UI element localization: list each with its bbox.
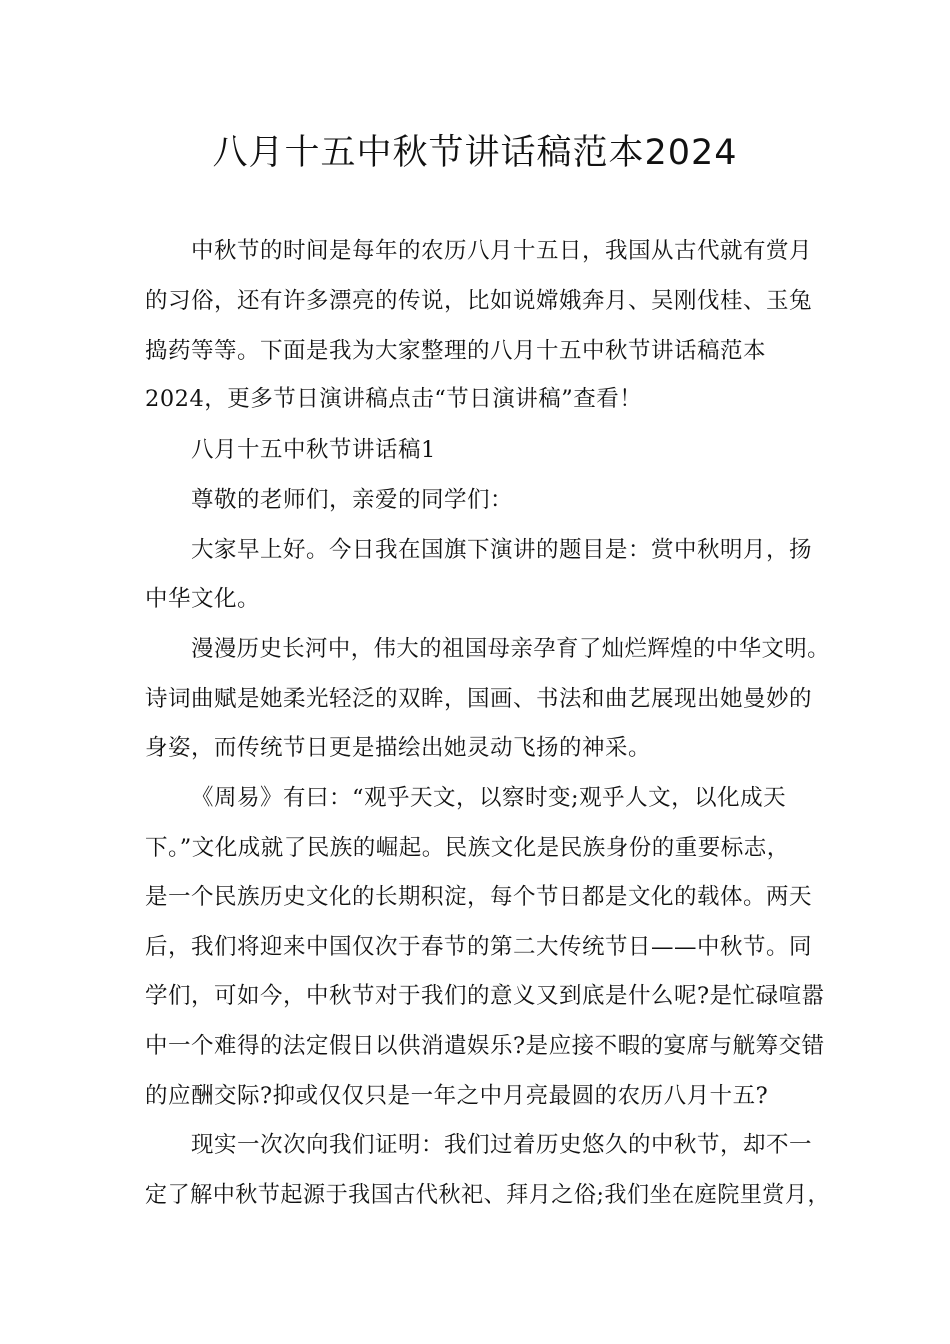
paragraph-line: 下。”文化成就了民族的崛起。民族文化是民族身份的重要标志，: [145, 835, 790, 861]
section-heading: 八月十五中秋节讲话稿1: [191, 437, 436, 463]
paragraph-line: 漫漫历史长河中，伟大的祖国母亲孕育了灿烂辉煌的中华文明。: [191, 636, 830, 662]
paragraph-line: 身姿，而传统节日更是描绘出她灵动飞扬的神采。: [145, 735, 652, 761]
paragraph-line: 捣药等等。下面是我为大家整理的八月十五中秋节讲话稿范本: [145, 338, 767, 364]
paragraph-line: 定了解中秋节起源于我国古代秋祀、拜月之俗;我们坐在庭院里赏月，: [145, 1182, 831, 1208]
document-title: 八月十五中秋节讲话稿范本2024: [212, 133, 738, 173]
paragraph-line: 中秋节的时间是每年的农历八月十五日，我国从古代就有赏月: [191, 238, 813, 264]
paragraph-line: 中一个难得的法定假日以供消遣娱乐?是应接不暇的宴席与觥筹交错: [145, 1033, 825, 1059]
paragraph-line: 中华文化。: [145, 586, 261, 612]
salutation: 尊敬的老师们，亲爱的同学们：: [191, 487, 514, 513]
paragraph-line: 诗词曲赋是她柔光轻泛的双眸，国画、书法和曲艺展现出她曼妙的: [145, 686, 813, 712]
paragraph-line: 的应酬交际?抑或仅仅只是一年之中月亮最圆的农历八月十五?: [145, 1083, 769, 1109]
paragraph-line: 大家早上好。今日我在国旗下演讲的题目是：赏中秋明月，扬: [191, 537, 813, 563]
paragraph-line: 后，我们将迎来中国仅次于春节的第二大传统节日——中秋节。同: [145, 934, 813, 960]
paragraph-line: 现实一次次向我们证明：我们过着历史悠久的中秋节，却不一: [191, 1132, 813, 1158]
paragraph-line: 2024，更多节日演讲稿点击“节日演讲稿”查看！: [145, 386, 643, 412]
paragraph-line: 是一个民族历史文化的长期积淀，每个节日都是文化的载体。两天: [145, 884, 813, 910]
paragraph-line: 学们，可如今，中秋节对于我们的意义又到底是什么呢?是忙碌喧嚣: [145, 983, 825, 1009]
paragraph-line: 《周易》有曰：“观乎天文，以察时变;观乎人文，以化成天: [191, 785, 787, 811]
paragraph-line: 的习俗，还有许多漂亮的传说，比如说嫦娥奔月、吴刚伐桂、玉兔: [145, 288, 813, 314]
